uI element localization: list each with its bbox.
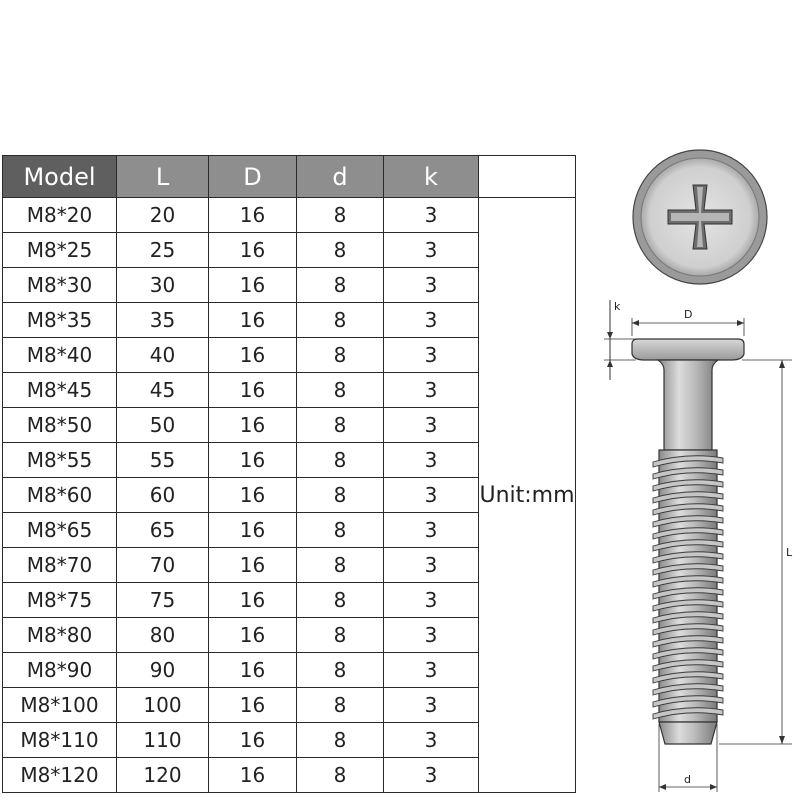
cell-L: 75 [117,583,209,618]
cell-k: 3 [384,408,479,443]
unit-label: Unit:mm [479,198,576,793]
cell-d: 8 [297,478,384,513]
dim-D-label: D [684,308,693,321]
cell-d: 8 [297,303,384,338]
cell-model: M8*25 [3,233,117,268]
cell-k: 3 [384,198,479,233]
table-row [3,198,576,233]
cell-L: 30 [117,268,209,303]
cell-D: 16 [209,303,297,338]
cell-model: M8*90 [3,653,117,688]
cell-d: 8 [297,513,384,548]
cell-D: 16 [209,338,297,373]
cell-model: M8*120 [3,758,117,793]
cell-d: 8 [297,688,384,723]
cell-k: 3 [384,268,479,303]
cell-model: M8*40 [3,338,117,373]
cell-model: M8*80 [3,618,117,653]
table-body [3,198,576,793]
cell-D: 16 [209,618,297,653]
cell-L: 40 [117,338,209,373]
cell-L: 120 [117,758,209,793]
spec-table [2,155,576,793]
screw-side-view [632,339,744,744]
cell-d: 8 [297,268,384,303]
header-d: d [297,156,384,198]
cell-L: 55 [117,443,209,478]
cell-k: 3 [384,303,479,338]
cell-d: 8 [297,373,384,408]
header-D: D [209,156,297,198]
cell-model: M8*50 [3,408,117,443]
cell-L: 65 [117,513,209,548]
dim-d-label: d [684,773,691,786]
cell-k: 3 [384,338,479,373]
cell-k: 3 [384,583,479,618]
cell-L: 90 [117,653,209,688]
cell-D: 16 [209,268,297,303]
header-L: L [117,156,209,198]
cell-model: M8*110 [3,723,117,758]
header-k: k [384,156,479,198]
cell-L: 70 [117,548,209,583]
cell-model: M8*60 [3,478,117,513]
dimension-L [719,360,793,744]
cell-d: 8 [297,198,384,233]
cell-k: 3 [384,443,479,478]
cell-k: 3 [384,233,479,268]
cell-k: 3 [384,653,479,688]
cell-d: 8 [297,443,384,478]
cell-L: 110 [117,723,209,758]
cell-model: M8*35 [3,303,117,338]
cell-k: 3 [384,688,479,723]
dim-k-label: k [614,300,621,313]
cell-L: 20 [117,198,209,233]
cell-model: M8*70 [3,548,117,583]
screw-head-top-view [633,150,767,284]
cell-model: M8*100 [3,688,117,723]
cell-d: 8 [297,233,384,268]
cell-L: 45 [117,373,209,408]
cell-D: 16 [209,513,297,548]
cell-model: M8*55 [3,443,117,478]
cell-k: 3 [384,478,479,513]
cell-model: M8*45 [3,373,117,408]
cell-D: 16 [209,653,297,688]
cell-L: 80 [117,618,209,653]
dim-L-label: L [786,546,793,559]
cell-k: 3 [384,513,479,548]
cell-d: 8 [297,408,384,443]
cell-D: 16 [209,408,297,443]
cell-k: 3 [384,548,479,583]
cell-k: 3 [384,618,479,653]
cell-L: 100 [117,688,209,723]
dimension-k [604,300,636,380]
cell-D: 16 [209,758,297,793]
unit-header-blank [479,156,576,198]
cell-d: 8 [297,758,384,793]
cell-d: 8 [297,583,384,618]
cell-model: M8*75 [3,583,117,618]
screw-drawing [592,140,798,800]
dimension-D [632,308,744,336]
cell-D: 16 [209,583,297,618]
cell-D: 16 [209,443,297,478]
cell-D: 16 [209,233,297,268]
cell-D: 16 [209,723,297,758]
cell-d: 8 [297,653,384,688]
cell-D: 16 [209,548,297,583]
cell-D: 16 [209,688,297,723]
cell-k: 3 [384,758,479,793]
cell-L: 35 [117,303,209,338]
cell-d: 8 [297,548,384,583]
cell-d: 8 [297,338,384,373]
cell-model: M8*65 [3,513,117,548]
cell-L: 60 [117,478,209,513]
cell-L: 50 [117,408,209,443]
cell-L: 25 [117,233,209,268]
cell-D: 16 [209,198,297,233]
cell-d: 8 [297,723,384,758]
header-model: Model [3,156,117,198]
cell-model: M8*20 [3,198,117,233]
cell-model: M8*30 [3,268,117,303]
cell-D: 16 [209,478,297,513]
header-row [3,156,576,198]
cell-D: 16 [209,373,297,408]
cell-k: 3 [384,373,479,408]
cell-k: 3 [384,723,479,758]
cell-d: 8 [297,618,384,653]
